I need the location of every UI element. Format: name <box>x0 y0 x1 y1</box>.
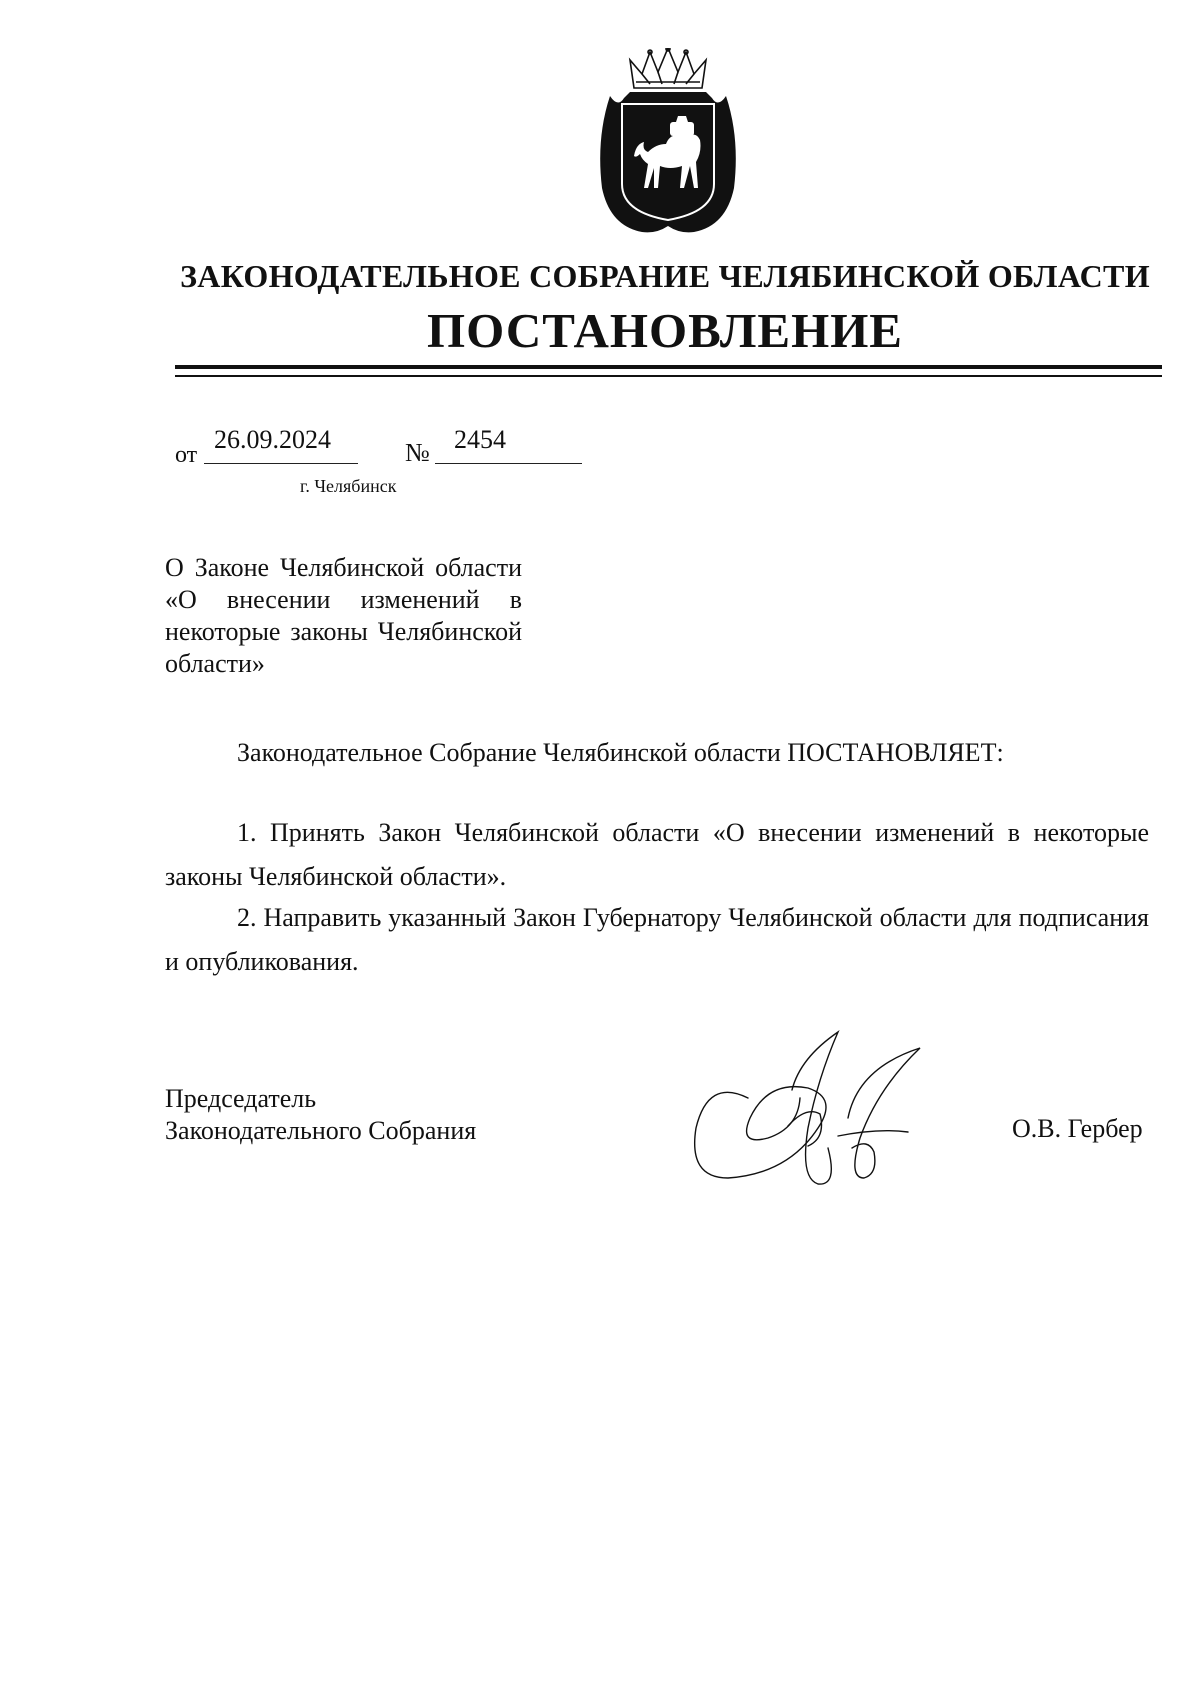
signatory-title <box>165 1083 476 1147</box>
number-prefix: № <box>405 438 430 467</box>
document-number: 2454 <box>454 425 506 454</box>
header-divider-thick <box>175 365 1162 369</box>
header-divider-thin <box>175 375 1162 377</box>
document-subject: О Законе Челябинской области «О внесении изменений в некоторые законы Челябинской области» <box>165 553 522 678</box>
number-underline <box>435 463 582 464</box>
city-label: г. Челябинск <box>300 476 397 496</box>
date-underline <box>204 463 358 464</box>
document-date: 26.09.2024 <box>214 425 331 454</box>
coat-of-arms-icon <box>590 48 746 238</box>
signatory-title-line: Законодательного Собрания <box>165 1116 477 1145</box>
signatory-title-line: Председатель <box>165 1084 317 1113</box>
signatory-name: О.В. Гербер <box>1012 1114 1143 1143</box>
resolution-intro: Законодательное Собрание Челябинской области ПОСТАНОВЛЯЕТ: <box>237 738 1004 767</box>
document-type-title: ПОСТАНОВЛЕНИЕ <box>427 303 903 358</box>
date-prefix: от <box>175 442 198 468</box>
handwritten-signature-icon <box>688 1028 932 1194</box>
resolution-item: 1. Принять Закон Челябинской области «О внесении изменений в некоторые законы Челябинской области». <box>165 818 1149 891</box>
organization-title: ЗАКОНОДАТЕЛЬНОЕ СОБРАНИЕ ЧЕЛЯБИНСКОЙ ОБЛАСТИ <box>180 258 1150 294</box>
resolution-item: 2. Направить указанный Закон Губернатору Челябинской области для подписания и опубликования. <box>165 903 1149 976</box>
